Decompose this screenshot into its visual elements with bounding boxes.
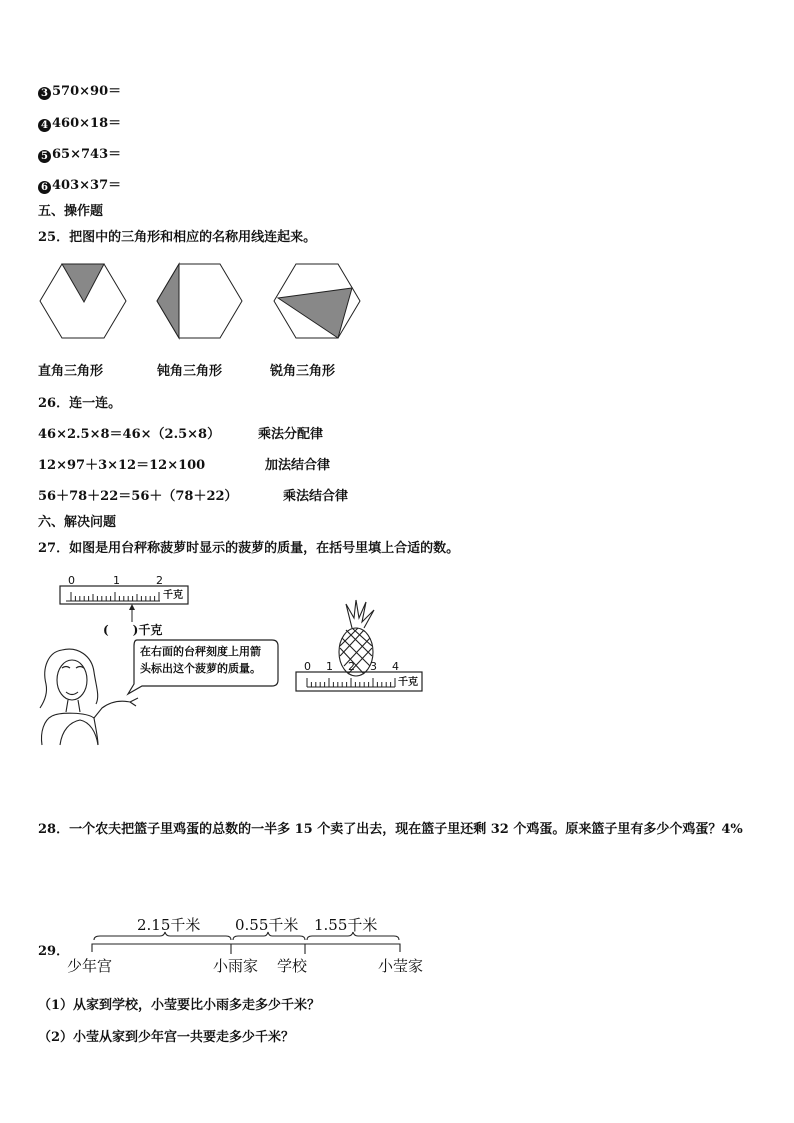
triangle-name-right[interactable]: 直角三角形: [38, 364, 104, 379]
q26-expr-2[interactable]: 12×97＋3×12＝12×100: [38, 458, 206, 473]
scale2-tick-1: 1: [326, 660, 333, 673]
place-xiaoying-home: 小莹家: [378, 957, 424, 975]
hexagon-1: [40, 264, 126, 338]
circled-number: 3: [38, 87, 51, 100]
section-5-title: 五、操作题: [38, 204, 104, 219]
hexagon-2: [157, 264, 242, 338]
q27-text: 27．如图是用台秤称菠萝时显示的菠萝的质量，在括号里填上合适的数。: [38, 541, 460, 556]
segment-3-label: 1.55千米: [314, 916, 378, 934]
scale1-tick-2: 2: [156, 574, 163, 587]
segment-2-label: 0.55千米: [235, 916, 299, 934]
triangle-name-acute[interactable]: 锐角三角形: [270, 364, 336, 379]
scale2-tick-4: 4: [392, 660, 399, 673]
q29-sub2: （2）小莹从家到少年宫一共要走多少千米？: [38, 1030, 295, 1045]
circled-number: 6: [38, 181, 51, 194]
scale2-tick-3: 3: [370, 660, 377, 673]
place-xiaoyu-home: 小雨家: [213, 957, 259, 975]
section-6-title: 六、解决问题: [38, 515, 117, 530]
place-youth-palace: 少年宫: [67, 957, 113, 975]
segment-1-label: 2.15千米: [137, 916, 201, 934]
q28-text: 28．一个农夫把篮子里鸡蛋的总数的一半多 15 个卖了出去，现在篮子里还剩 32 个鸡蛋。原来篮子里有多少个鸡蛋？4%: [38, 822, 743, 837]
arrow-head: [129, 604, 135, 610]
calc-item-4: [38, 116, 121, 132]
circled-number: 5: [38, 150, 51, 163]
scale1-tick-1: 1: [113, 574, 120, 587]
answer-blank[interactable]: ( )千克: [103, 623, 163, 637]
scale1-unit: 千克: [163, 590, 183, 601]
q26-law-2[interactable]: 加法结合律: [265, 458, 331, 473]
q26-text: 26．连一连。: [38, 396, 122, 411]
q26-expr-3[interactable]: 56＋78＋22＝56＋（78＋22）: [38, 489, 238, 504]
hexagon-3: [274, 264, 360, 338]
q26-expr-1[interactable]: 46×2.5×8＝46×（2.5×8）: [38, 427, 221, 442]
calc-text: 65×743＝: [52, 147, 122, 162]
scale2-tick-0: 0: [304, 660, 311, 673]
calc-item-3: [38, 84, 121, 100]
scale1-tick-0: 0: [68, 574, 75, 587]
calc-text: 460×18＝: [52, 116, 122, 131]
place-school: 学校: [277, 957, 308, 975]
calc-text: 403×37＝: [52, 178, 122, 193]
calc-item-5: [38, 147, 121, 163]
q25-text: 25．把图中的三角形和相应的名称用线连起来。: [38, 230, 317, 245]
q26-law-3[interactable]: 乘法结合律: [283, 489, 349, 504]
q29-number: 29．: [38, 944, 70, 959]
circled-number: 4: [38, 119, 51, 132]
scale2-tick-2: 2: [348, 660, 355, 673]
scale2-unit: 千克: [398, 677, 418, 688]
calc-text: 570×90＝: [52, 84, 122, 99]
speech-line-1: 在右面的台秤刻度上用箭: [140, 645, 261, 658]
q29-sub1: （1）从家到学校，小莹要比小雨多走多少千米？: [38, 998, 321, 1013]
q26-law-1[interactable]: 乘法分配律: [258, 427, 324, 442]
triangle-name-obtuse[interactable]: 钝角三角形: [157, 364, 223, 379]
speech-line-2: 头标出这个菠萝的质量。: [140, 662, 261, 675]
calc-item-6: [38, 178, 121, 194]
